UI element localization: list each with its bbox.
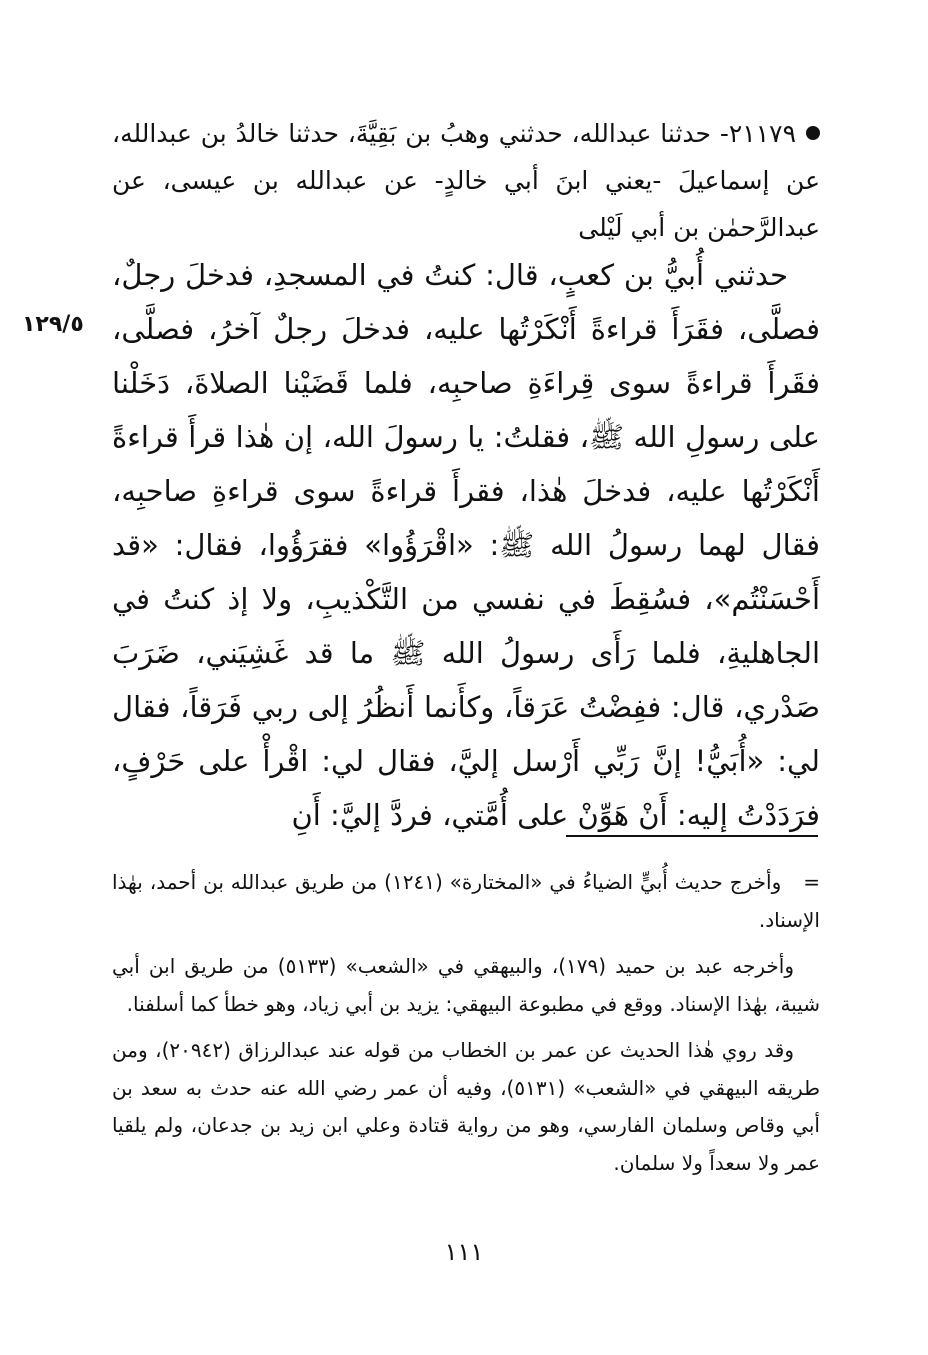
hadith-text: حدثني أُبيُّ بن كعبٍ، قال: كنتُ في المسجدِ، فدخلَ رجلٌ، فصلَّى، فقَرَأَ قراءةً أَنْكَرْتُها عليه، فدخلَ رجلٌ آخرُ، فصلَّى، فقَرأَ قراءةً سوى قِراءَةِ صاحبِه، فلما قَضَيْنا الصلاةَ، دَخَلْنا على رسولِ الله ﷺ، فقلتُ: يا رسولَ الله، إن هٰذا قرأَ قراءةً أَنْكَرْتُها عليه، فدخلَ هٰذا، فقرأَ قراءةً سوى قراءةِ صاحبِه، فقال لهما رسولُ الله ﷺ: «اقْرَؤُوا» فقرَؤُوا، فقال: «قد أَحْسَنْتُم»، فسُقِطَ في نفسي من التَّكْذيبِ، ولا إذ كنتُ في الجاهليةِ، فلما رَأَى رسولُ الله ﷺ ما قد غَشِيَني، ضَرَبَ صَدْري، قال: ففِضْتُ عَرَقاً، وكأَنما أَنظُرُ إلى ربي فَرَقاً، فقال لي: «أُبَيُّ! إنَّ رَبِّي أَرْسل إليَّ، فقال لي: اقْرأْ على حَرْفٍ، فرَدَدْتُ إليه: أَنْ هَوِّنْ على أُمَّتي، فردَّ إليَّ: أَنِ — [112, 258, 820, 832]
footnote-paragraph — [112, 864, 820, 939]
bullet-icon — [806, 126, 820, 140]
footnote-divider — [566, 835, 818, 837]
isnad-text: ٢١١٧٩- حدثنا عبدالله، حدثني وهبُ بن بَقِيَّةَ، حدثنا خالدُ بن عبدالله، عن إسماعيلَ -يعني ابنَ أبي خالدٍ- عن عبدالله بن عيسى، عن عبدالرَّحمٰن بن أبي لَيْلى — [112, 119, 820, 242]
continuation-mark: = — [803, 870, 820, 894]
hadith-isnad — [112, 110, 820, 251]
page-number: ١١١ — [444, 1238, 484, 1266]
margin-volume-page-reference: ١٢٩/٥ — [22, 312, 84, 337]
footnote-paragraph: وقد روي هٰذا الحديث عن عمر بن الخطاب من قوله عند عبدالرزاق (٢٠٩٤٢)، ومن طريقه البيهقي في «الشعب» (٥١٣١)، وفيه أن عمر رضي الله عنه حدث به سعد بن أبي وقاص وسلمان الفارسي، وهو من رواية قتادة وعلي ابن زيد بن جدعان، ولم يلقيا عمر ولا سعداً ولا سلمان. — [112, 1038, 820, 1175]
footnote-text: وأخرج حديث أُبيٍّ الضياءُ في «المختارة» (١٢٤١) من طريق عبدالله بن أحمد، بهٰذا الإسناد. — [112, 870, 820, 932]
footnote-paragraph: وأخرجه عبد بن حميد (١٧٩)، والبيهقي في «الشعب» (٥١٣٣) من طريق ابن أبي شيبة، بهٰذا الإسناد. ووقع في مطبوعة البيهقي: يزيد بن أبي زياد، وهو خطأ كما أسلفنا. — [112, 954, 820, 1016]
hadith-matn — [112, 248, 820, 842]
footnotes — [112, 864, 820, 1191]
